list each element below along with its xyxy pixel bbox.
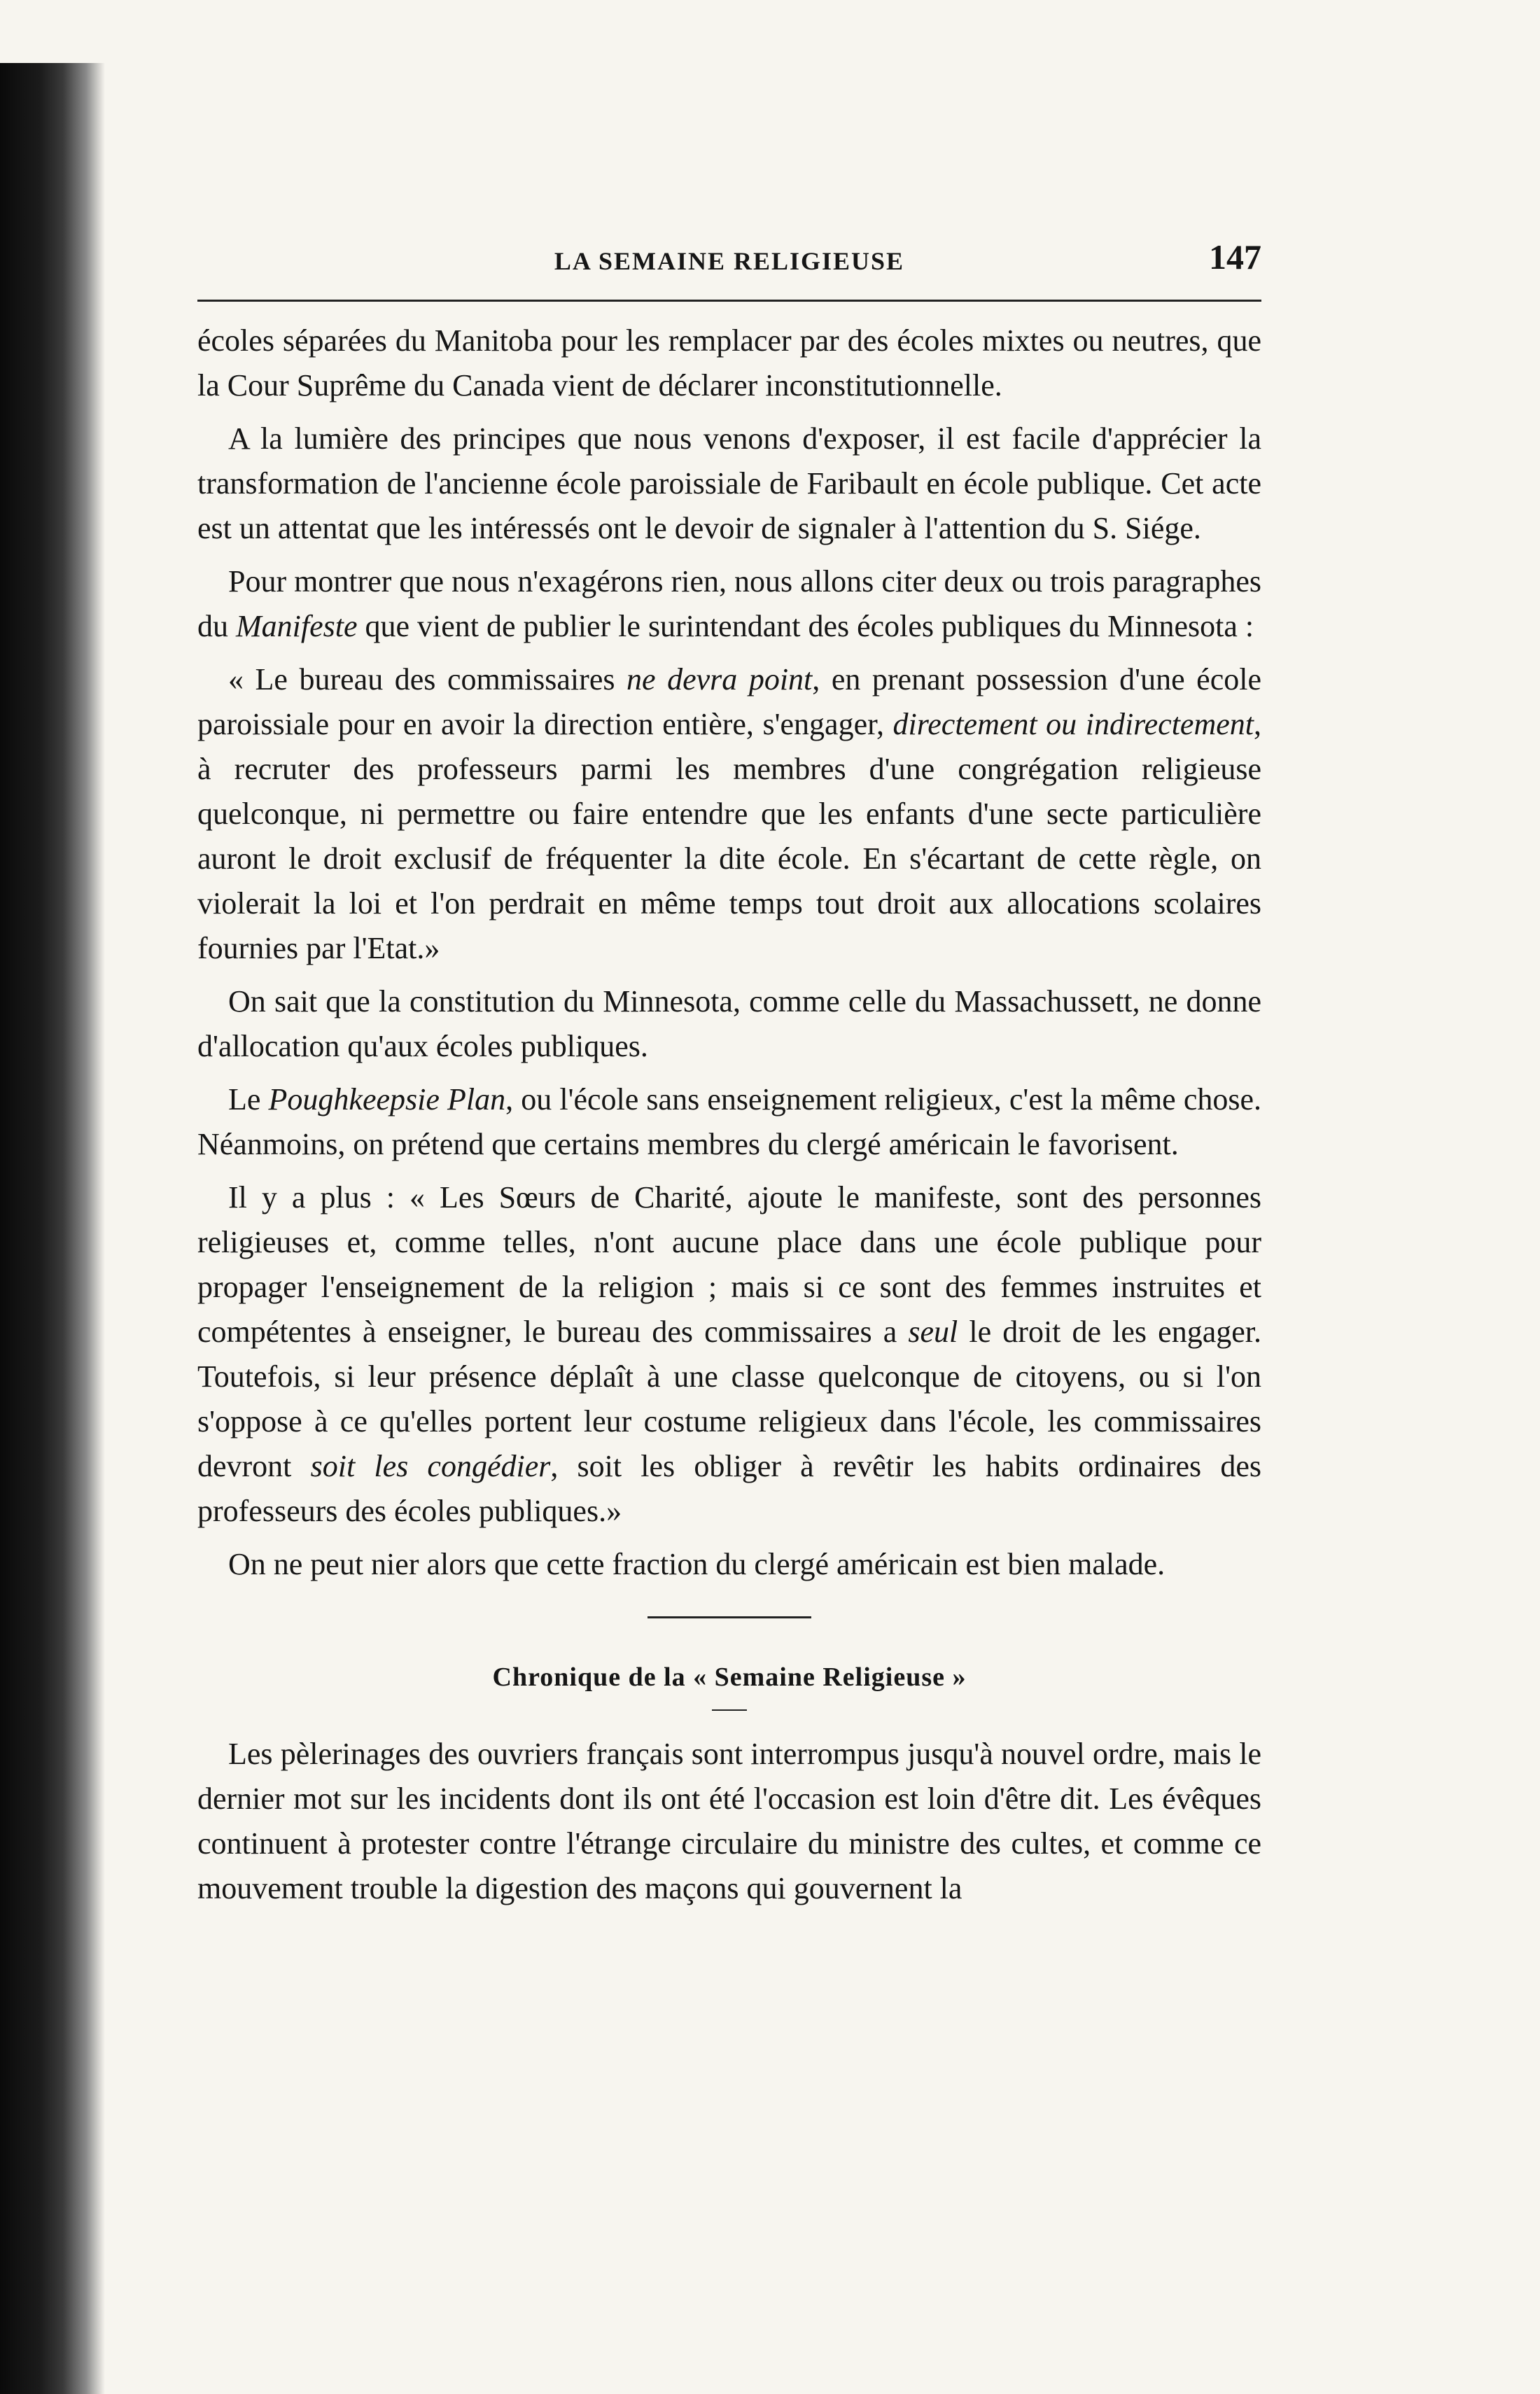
section-paragraph: Les pèlerinages des ouvriers français sont interrompus jusqu'à nouvel ordre, mais le dernier mot sur les incidents dont ils ont été l'occasion est loin d'être dit. Les évêques continuent à protester contre l'étrange circulaire du ministre des cultes, et comme ce mouvement trouble la digestion des maçons qui gouvernent la: [197, 1737, 1261, 1905]
page-header: [197, 231, 1261, 294]
paragraph-6: Le Poughkeepsie Plan, ou l'école sans enseignement religieux, c'est la même chose. Néanmoins, on prétend que certains membres du clergé américain le favorisent.: [197, 1082, 1261, 1161]
article-body: [197, 318, 1261, 1911]
italic-term: ne devra point: [626, 662, 813, 696]
header-rule: [197, 300, 1261, 302]
italic-term: seul: [908, 1315, 958, 1349]
book-spine-shadow: [0, 63, 105, 2394]
italic-term: Poughkeepsie Plan: [268, 1082, 506, 1116]
paragraph-3: Pour montrer que nous n'exagérons rien, nous allons citer deux ou trois paragraphes du Manifeste que vient de publier le surintendant des écoles publiques du Minnesota :: [197, 564, 1261, 643]
section-title-underline: [712, 1709, 747, 1711]
italic-term: soit les congédier: [310, 1449, 551, 1483]
paragraph-4-quote: « Le bureau des commissaires ne devra point, en prenant possession d'une école paroissiale pour en avoir la direction entière, s'engager, directement ou indirectement, à recruter des professeurs parmi les membres d'une congrégation religieuse quelconque, ni permettre ou faire entendre que les enfants d'une secte particulière auront le droit exclusif de fréquenter la dite école. En s'écartant de cette règle, on violerait la loi et l'on perdrait en même temps tout droit aux allocations scolaires fournies par l'Etat.»: [197, 662, 1261, 965]
paragraph-2: A la lumière des principes que nous venons d'exposer, il est facile d'apprécier la transformation de l'ancienne école paroissiale de Faribault en école publique. Cet acte est un attentat que les intéressés ont le devoir de signaler à l'attention du S. Siége.: [197, 421, 1261, 545]
running-title: LA SEMAINE RELIGIEUSE: [554, 247, 905, 275]
paragraph-8: On ne peut nier alors que cette fraction du clergé américain est bien malade.: [228, 1547, 1166, 1581]
italic-term: Manifeste: [236, 609, 358, 643]
paragraph-5: On sait que la constitution du Minnesota, comme celle du Massachussett, ne donne d'allocation qu'aux écoles publiques.: [197, 984, 1261, 1063]
section-divider: [648, 1616, 811, 1618]
paragraph-1: écoles séparées du Manitoba pour les remplacer par des écoles mixtes ou neutres, que la Cour Suprême du Canada vient de déclarer inconstitutionnelle.: [197, 323, 1261, 402]
page-number: 147: [1209, 237, 1261, 276]
italic-term: directement ou indirectement: [892, 707, 1254, 741]
paragraph-7: Il y a plus : « Les Sœurs de Charité, ajoute le manifeste, sont des personnes religieuses et, comme telles, n'ont aucune place dans une école publique pour propager l'enseignement de la religion ; mais si ce sont des femmes instruites et compétentes à enseigner, le bureau des commissaires a seul le droit de les engager. Toutefois, si leur présence déplaît à une classe quelconque de citoyens, ou si l'on s'oppose à ce qu'elles portent leur costume religieux dans l'école, les commissaires devront soit les congédier, soit les obliger à revêtir les habits ordinaires des professeurs des écoles publiques.»: [197, 1180, 1261, 1528]
document-page: [197, 231, 1261, 1919]
section-title: Chronique de la « Semaine Religieuse »: [492, 1662, 967, 1692]
